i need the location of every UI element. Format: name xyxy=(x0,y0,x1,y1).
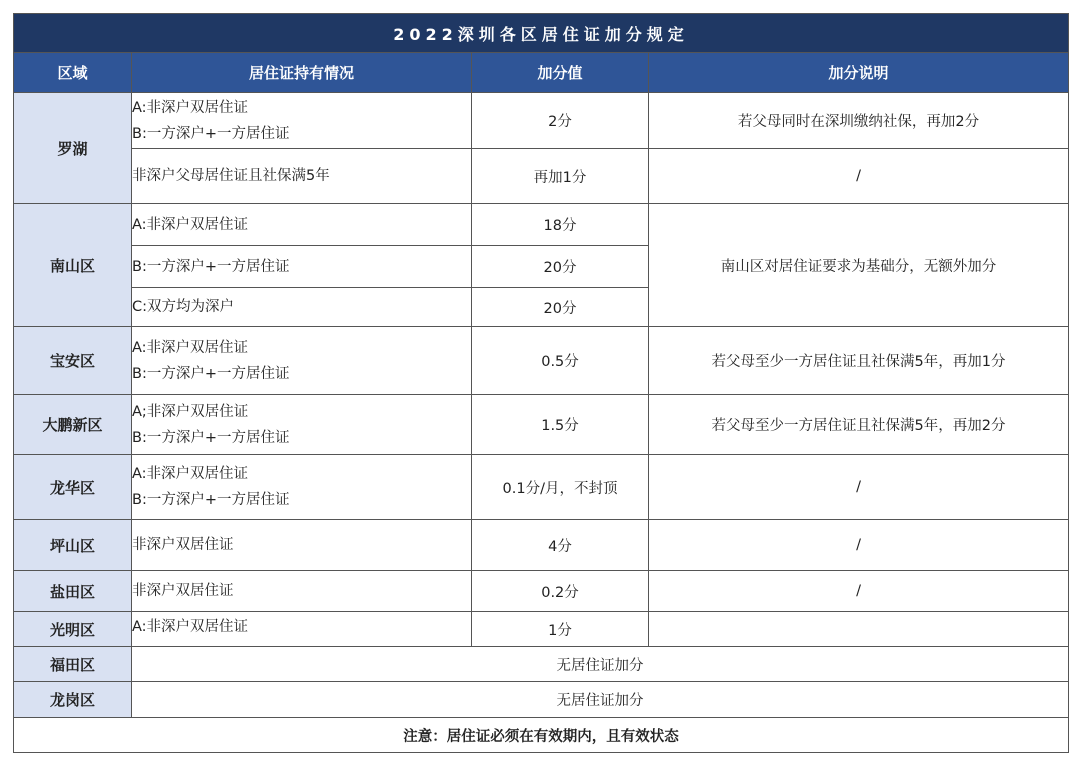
description-cell: / xyxy=(649,571,1069,612)
description-cell: 若父母至少一方居住证且社保满5年，再加1分 xyxy=(649,327,1069,395)
region-cell: 福田区 xyxy=(14,647,132,682)
note-row xyxy=(14,718,1069,753)
condition-cell: 非深户父母居住证且社保满5年 xyxy=(132,149,472,204)
value-cell: 1分 xyxy=(472,612,649,647)
table-row xyxy=(14,455,1069,520)
table-row xyxy=(14,149,1069,204)
region-cell: 大鹏新区 xyxy=(14,395,132,455)
condition-cell xyxy=(132,93,472,149)
table-row xyxy=(14,93,1069,149)
region-cell: 宝安区 xyxy=(14,327,132,395)
condition-line: A:非深户双居住证 xyxy=(132,466,249,482)
table-row xyxy=(14,327,1069,395)
table-row xyxy=(14,204,1069,246)
condition-line: A:非深户双居住证 xyxy=(132,99,249,116)
region-cell: 罗湖 xyxy=(14,93,132,204)
condition-cell xyxy=(132,395,472,455)
description-cell: / xyxy=(649,455,1069,520)
region-cell: 盐田区 xyxy=(14,571,132,612)
condition-line: B:一方深户+一方居住证 xyxy=(132,429,290,446)
table-row xyxy=(14,647,1069,682)
table-row xyxy=(14,571,1069,612)
condition-cell xyxy=(132,612,472,647)
region-cell: 龙华区 xyxy=(14,455,132,520)
condition-cell: A:非深户双居住证 xyxy=(132,204,472,246)
value-cell: 1.5分 xyxy=(472,395,649,455)
header-condition: 居住证持有情况 xyxy=(132,53,472,93)
condition-cell xyxy=(132,327,472,395)
table-row xyxy=(14,682,1069,718)
description-cell: 若父母同时在深圳缴纳社保，再加2分 xyxy=(649,93,1069,149)
note-text: 注意：居住证必须在有效期内，且有效状态 xyxy=(14,718,1069,753)
bonus-rules-table xyxy=(13,13,1069,753)
value-cell: 20分 xyxy=(472,288,649,327)
value-cell: 0.1分/月，不封顶 xyxy=(472,455,649,520)
condition-cell: 非深户双居住证 xyxy=(132,571,472,612)
header-value: 加分值 xyxy=(472,53,649,93)
header-region: 区域 xyxy=(14,53,132,93)
table-row xyxy=(14,395,1069,455)
condition-line: B:一方深户+一方居住证 xyxy=(132,125,290,142)
value-cell: 再加1分 xyxy=(472,149,649,204)
region-cell: 坪山区 xyxy=(14,520,132,571)
description-cell: 若父母至少一方居住证且社保满5年，再加2分 xyxy=(649,395,1069,455)
condition-line: A:非深户双居住证 xyxy=(132,619,249,635)
value-cell: 0.5分 xyxy=(472,327,649,395)
region-cell: 龙岗区 xyxy=(14,682,132,718)
description-cell xyxy=(649,612,1069,647)
table-row xyxy=(14,520,1069,571)
title-row xyxy=(14,14,1069,53)
value-cell: 0.2分 xyxy=(472,571,649,612)
condition-cell: 非深户双居住证 xyxy=(132,520,472,571)
condition-clip xyxy=(132,612,471,646)
header-description: 加分说明 xyxy=(649,53,1069,93)
description-cell: / xyxy=(649,149,1069,204)
table-title: 2022深圳各区居住证加分规定 xyxy=(14,14,1069,53)
condition-cell: B:一方深户+一方居住证 xyxy=(132,246,472,288)
condition-line: A;非深户双居住证 xyxy=(132,403,249,420)
region-cell: 光明区 xyxy=(14,612,132,647)
region-cell: 南山区 xyxy=(14,204,132,327)
value-cell: 2分 xyxy=(472,93,649,149)
value-cell: 20分 xyxy=(472,246,649,288)
condition-line: B:一方深户+一方居住证 xyxy=(132,365,290,382)
condition-line: B:一方深户+一方居住证 xyxy=(132,492,290,508)
condition-cell xyxy=(132,455,472,520)
condition-line: A:非深户双居住证 xyxy=(132,339,249,356)
value-cell: 18分 xyxy=(472,204,649,246)
no-bonus-cell: 无居住证加分 xyxy=(132,647,1069,682)
condition-cell: C:双方均为深户 xyxy=(132,288,472,327)
no-bonus-cell: 无居住证加分 xyxy=(132,682,1069,718)
description-cell: 南山区对居住证要求为基础分，无额外加分 xyxy=(649,204,1069,327)
table-row xyxy=(14,612,1069,647)
description-cell: / xyxy=(649,520,1069,571)
header-row xyxy=(14,53,1069,93)
value-cell: 4分 xyxy=(472,520,649,571)
